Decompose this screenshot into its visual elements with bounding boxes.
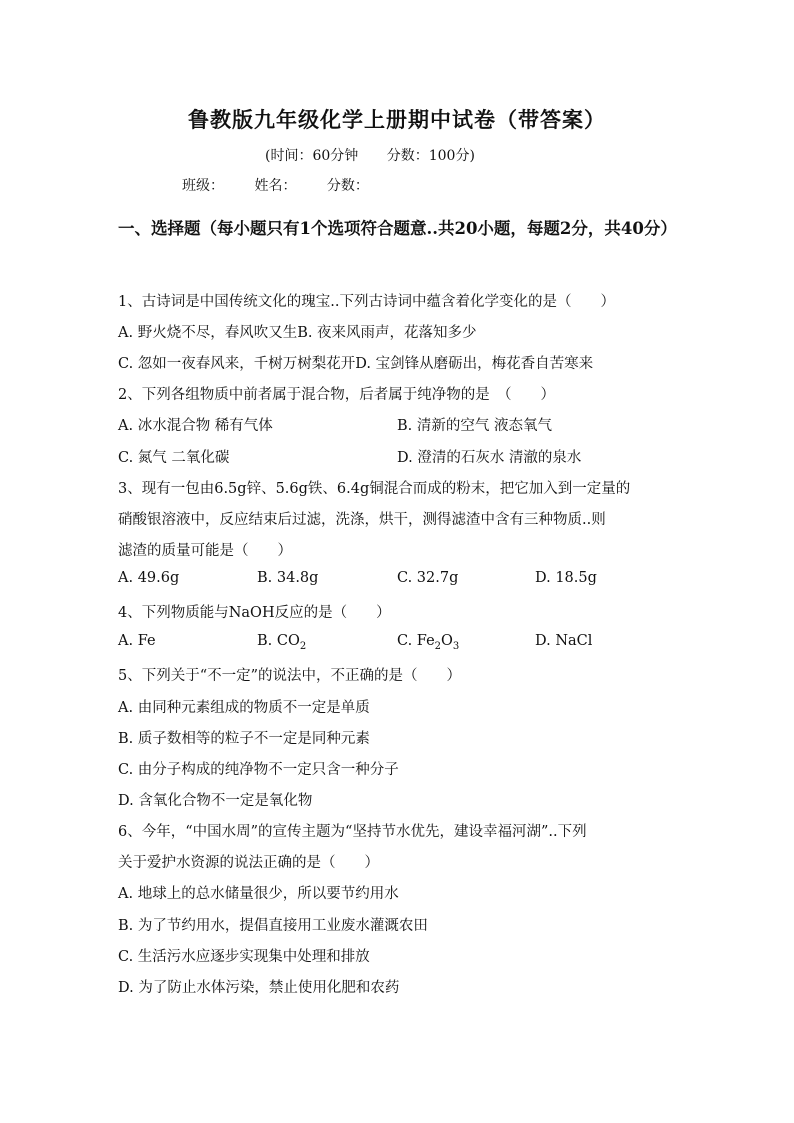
q2-stem: 2、下列各组物质中前者属于混合物，后者属于纯净物的是 （ ） <box>118 387 555 403</box>
exam-info <box>265 145 499 165</box>
q2-option-b: B. 清新的空气 液态氧气 <box>397 418 552 434</box>
q3-stem-line2: 硝酸银溶液中，反应结束后过滤，洗涤，烘干，测得滤渣中含有三种物质..则 <box>118 512 606 528</box>
points-label: 分数： <box>326 178 369 194</box>
student-fields <box>182 175 395 195</box>
q4-stem: 4、下列物质能与NaOH反应的是（ ） <box>118 605 391 621</box>
class-label: 班级： <box>182 178 224 194</box>
q6-option-c: C. 生活污水应逐步实现集中处理和排放 <box>118 949 370 965</box>
q6-stem-line1: 6、今年，“中国水周”的宣传主题为“坚持节水优先，建设幸福河湖”..下列 <box>118 824 587 840</box>
q3-stem-line1: 3、现有一包由6.5g锌、5.6g铁、6.4g铜混合而成的粉末，把它加入到一定量的 <box>118 481 631 497</box>
q6-option-d: D. 为了防止水体污染，禁止使用化肥和农药 <box>118 980 400 996</box>
q4-option-b: B. $CO_2$ <box>257 633 307 652</box>
score-info: 分数：100分) <box>386 148 475 164</box>
q4-option-a: A. Fe <box>118 633 156 649</box>
q3-option-d: D. 18.5g <box>535 570 597 586</box>
q4-option-c: C. $Fe_2O_3$ <box>397 633 460 652</box>
q1-stem: 1、古诗词是中国传统文化的瑰宝..下列古诗词中蕴含着化学变化的是（ ） <box>118 294 615 310</box>
q5-option-b: B. 质子数相等的粒子不一定是同种元素 <box>118 731 370 747</box>
name-label: 姓名： <box>254 178 297 194</box>
q6-option-a: A. 地球上的总水储量很少，所以要节约用水 <box>118 886 399 902</box>
q1-options-ab: A. 野火烧不尽，春风吹又生B. 夜来风雨声，花落知多少 <box>118 325 477 341</box>
q3-option-b: B. 34.8g <box>257 570 319 586</box>
q2-option-a: A. 冰水混合物 稀有气体 <box>118 418 273 434</box>
q5-option-a: A. 由同种元素组成的物质不一定是单质 <box>118 700 370 716</box>
q6-stem-line2: 关于爱护水资源的说法正确的是（ ） <box>118 855 379 871</box>
q6-option-b: B. 为了节约用水，提倡直接用工业废水灌溉农田 <box>118 918 428 934</box>
q1-options-cd: C. 忽如一夜春风来，千树万树梨花开D. 宝剑锋从磨砺出，梅花香自苦寒来 <box>118 356 594 372</box>
q5-option-c: C. 由分子构成的纯净物不一定只含一种分子 <box>118 762 399 778</box>
q2-option-d: D. 澄清的石灰水 清澈的泉水 <box>397 450 582 466</box>
q3-option-c: C. 32.7g <box>397 570 459 586</box>
q5-stem: 5、下列关于“不一定”的说法中，不正确的是（ ） <box>118 668 462 684</box>
q3-stem-line3: 滤渣的质量可能是（ ） <box>118 543 292 559</box>
page-title: 鲁教版九年级化学上册期中试卷（带答案） <box>188 107 606 132</box>
section-heading: 一、选择题（每小题只有1个选项符合题意..共20小题，每题2分，共40分） <box>118 219 677 238</box>
q5-option-d: D. 含氧化合物不一定是氧化物 <box>118 793 313 809</box>
q3-option-a: A. 49.6g <box>118 570 180 586</box>
q4-option-d: D. NaCl <box>535 633 593 649</box>
time-info: (时间：60分钟 <box>265 148 359 164</box>
q2-option-c: C. 氮气 二氧化碳 <box>118 450 230 466</box>
